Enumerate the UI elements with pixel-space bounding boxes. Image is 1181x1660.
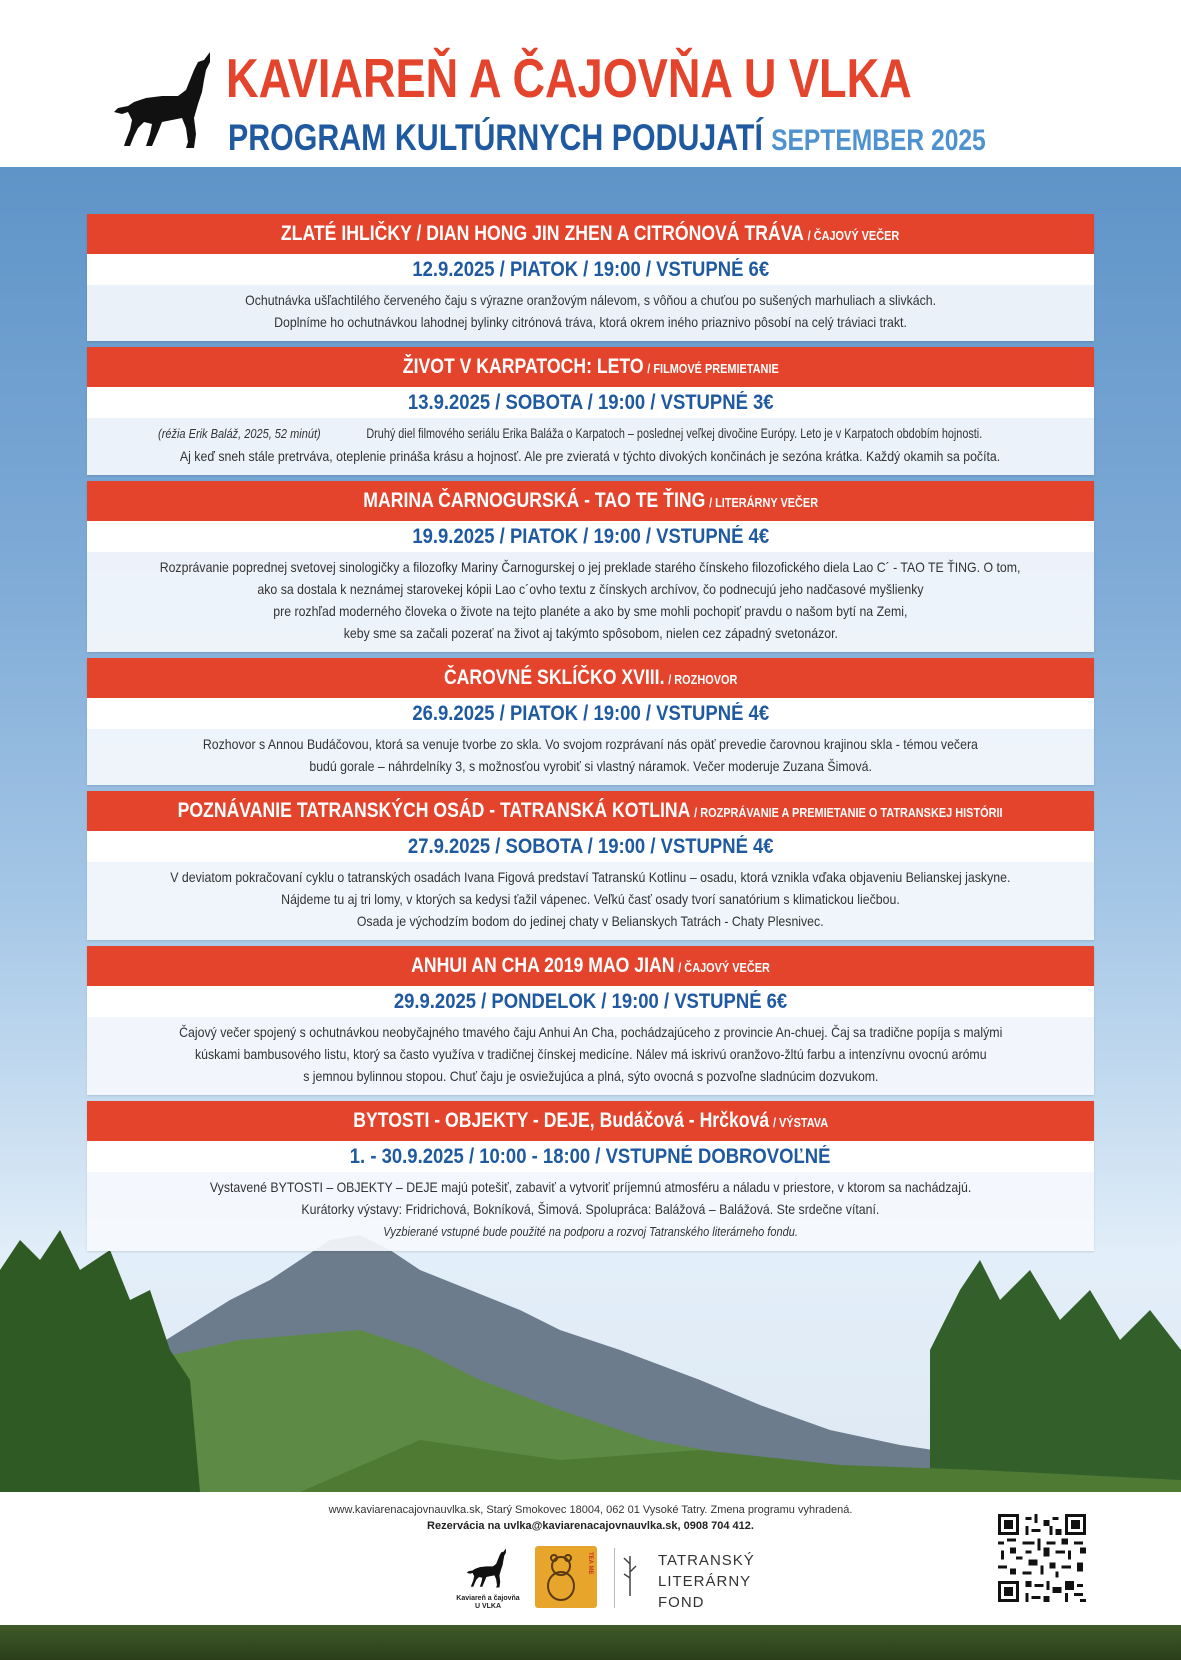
event-category: / ROZHOVOR [668, 672, 738, 687]
event-name: ČAROVNÉ SKLÍČKO XVIII. [443, 666, 665, 689]
event-card [87, 481, 1094, 652]
event-category: / FILMOVÉ PREMIETANIE [647, 361, 779, 376]
plant-icon [619, 1548, 641, 1598]
event-name: ZLATÉ IHLIČKY / DIAN HONG JIN ZHEN A CITRÓNOVÁ TRÁVA [281, 222, 805, 245]
subtitle-month: SEPTEMBER 2025 [771, 124, 986, 157]
howling-wolf-icon [112, 50, 220, 150]
description-line: V deviatom pokračovaní cyklu o tatranských osadách Ivana Figová predstaví Tatranskú Kotlinu – osadu, ktorá vznikla vďaka objaveniu Belianskej jaskyne. [170, 869, 1011, 885]
fund-name [658, 1550, 755, 1613]
event-name: MARINA ČARNOGURSKÁ - TAO TE ŤING [363, 489, 706, 512]
event-card [87, 1101, 1094, 1251]
footer-reservation: Rezervácia na uvlka@kaviarenacajovnauvlka.sk, 0908 704 412. [427, 1520, 754, 1532]
description-line: Osada je východzím bodom do jedinej chaty v Belianskych Tatrách - Chaty Plesnivec. [357, 913, 824, 929]
event-header [87, 658, 1094, 698]
event-card [87, 347, 1094, 475]
description-line: Ochutnávka ušľachtilého červeného čaju s výrazne oranžovým nálevom, s vôňou a chuťou po sušených marhuliach a slivkách. [245, 292, 936, 308]
event-header [87, 481, 1094, 521]
description-line: Rozprávanie poprednej svetovej sinologičky a filozofky Mariny Čarnogurskej o jej preklade starého čínskeho filozofického diela Lao C´ - TAO TE ŤING. O tom, [160, 559, 1021, 575]
wolf-logo-icon [466, 1546, 510, 1590]
event-date: 19.9.2025 / PIATOK / 19:00 / VSTUPNÉ 4€ [87, 521, 1094, 552]
event-category: / ROZPRÁVANIE A PREMIETANIE O TATRANSKEJ HISTÓRII [694, 805, 1003, 820]
fund-name-line: LITERÁRNY [658, 1573, 752, 1590]
event-category: / VÝSTAVA [772, 1115, 828, 1130]
qr-code[interactable] [998, 1514, 1086, 1602]
event-header [87, 1101, 1094, 1141]
film-credit: (réžia Erik Baláž, 2025, 52 minút) [157, 427, 321, 441]
event-name: ŽIVOT V KARPATOCH: LETO [402, 355, 644, 378]
event-header [87, 791, 1094, 831]
event-description [87, 862, 1094, 940]
fund-name-line: TATRANSKÝ [658, 1552, 755, 1569]
cafe-logo-caption-1: Kaviareň a čajovňa [456, 1595, 520, 1602]
tea-logo-text: TEA ME [587, 1552, 593, 1575]
event-description [87, 418, 1094, 475]
ground-strip [0, 1625, 1181, 1660]
event-date: 12.9.2025 / PIATOK / 19:00 / VSTUPNÉ 6€ [87, 254, 1094, 285]
event-note: Vyzbierané vstupné bude použité na podporu a rozvoj Tatranského literárneho fondu. [383, 1225, 798, 1239]
page-subtitle [228, 118, 986, 166]
mountain-landscape [0, 1230, 1181, 1492]
event-category: / ČAJOVÝ VEČER [808, 228, 900, 243]
description-line: kúskami bambusového listu, ktorý sa často využíva v tradičnej čínskej medicíne. Nálev má iskrivú oranžovo-žltú farbu a intenzívnu ovocnú arómu [194, 1046, 987, 1062]
event-description [87, 552, 1094, 652]
event-name: POZNÁVANIE TATRANSKÝCH OSÁD - TATRANSKÁ KOTLINA [177, 799, 691, 822]
event-date: 29.9.2025 / PONDELOK / 19:00 / VSTUPNÉ 6€ [87, 986, 1094, 1017]
description-line: ako sa dostala k neznámej starovekej kópii Lao c´ovho textu z čínskych archívov, čo podnecujú jeho nadčasové myšlienky [257, 581, 924, 597]
description-line: Doplníme ho ochutnávkou lahodnej bylinky citrónová tráva, ktorá okrem iného priaznivo pôsobí na celý tráviaci trakt. [274, 314, 907, 330]
footer-address: www.kaviarenacajovnauvlka.sk, Starý Smokovec 18004, 062 01 Vysoké Tatry. Zmena programu vyhradená. [328, 1504, 853, 1516]
event-name: BYTOSTI - OBJEKTY - DEJE, Budáčová - Hrčková [353, 1109, 769, 1132]
event-date: 27.9.2025 / SOBOTA / 19:00 / VSTUPNÉ 4€ [87, 831, 1094, 862]
event-card [87, 214, 1094, 341]
event-header [87, 347, 1094, 387]
description-line: Vystavené BYTOSTI – OBJEKTY – DEJE majú potešiť, zabaviť a vytvoriť príjemnú atmosféru a náladu v priestore, v ktorom sa nachádzajú. [209, 1179, 972, 1195]
description-line: pre rozhľad moderného človeka o živote na tejto planéte a ako by sme mohli pochopiť pravdu o našom bytí na Zemi, [273, 603, 908, 619]
event-category: / ČAJOVÝ VEČER [678, 960, 770, 975]
event-description [87, 729, 1094, 785]
event-description [87, 1172, 1094, 1251]
tea-logo [535, 1546, 597, 1608]
description-line: Nájdeme tu aj tri lomy, v ktorých sa kedysi ťažil vápenec. Veľkú časť osady tvorí sanatórium s klimatickou liečbou. [281, 891, 900, 907]
event-date: 13.9.2025 / SOBOTA / 19:00 / VSTUPNÉ 3€ [87, 387, 1094, 418]
description-line: Rozhovor s Annou Budáčovou, ktorá sa venuje tvorbe zo skla. Vo svojom rozprávaní nás opäť prevedie čarovnou krajinou skla - témou večera [202, 736, 979, 752]
bear-icon [541, 1552, 581, 1602]
event-card [87, 658, 1094, 785]
fund-name-line: FOND [658, 1594, 705, 1611]
event-date: 26.9.2025 / PIATOK / 19:00 / VSTUPNÉ 4€ [87, 698, 1094, 729]
page-title: KAVIAREŇ A ČAJOVŇA U VLKA [226, 47, 912, 109]
event-header [87, 214, 1094, 254]
event-description [87, 1017, 1094, 1095]
events-list [87, 214, 1094, 1257]
header [0, 0, 1181, 167]
fund-sign [614, 1548, 641, 1608]
description-line: keby sme sa začali pozerať na život aj takýmto spôsobom, nielen cez západný svetonázor. [343, 625, 838, 641]
description-line: Aj keď sneh stále pretrváva, oteplenie prináša krásu a hojnosť. Ale pre zvieratá v týchto divokých končinách je sezóna krátka. Každý okamih sa počíta. [180, 448, 1001, 464]
event-header [87, 946, 1094, 986]
event-date: 1. - 30.9.2025 / 10:00 - 18:00 / VSTUPNÉ DOBROVOĽNÉ [87, 1141, 1094, 1172]
description-line: budú gorale – náhrdelníky 3, s možnosťou vyrobiť si vlastný náramok. Večer moderuje Zuzana Šimová. [309, 758, 872, 774]
event-category: / LITERÁRNY VEČER [708, 495, 818, 510]
event-name: ANHUI AN CHA 2019 MAO JIAN [411, 954, 675, 977]
cafe-logo [455, 1546, 521, 1616]
event-card [87, 946, 1094, 1095]
event-card [87, 791, 1094, 940]
event-description [87, 285, 1094, 341]
footer [0, 1492, 1181, 1625]
description-line: Kurátorky výstavy: Fridrichová, Bokníková, Šimová. Spolupráca: Balážová – Balážová. Ste srdečne vítaní. [301, 1201, 880, 1217]
description-line: Čajový večer spojený s ochutnávkou neobyčajného tmavého čaju Anhui An Cha, pochádzajúceho z provincie An-chuej. Čaj sa tradične popíja s malými [178, 1024, 1003, 1040]
cafe-logo-caption-2: U VLKA [474, 1603, 502, 1610]
subtitle-main: PROGRAM KULTÚRNYCH PODUJATÍ [228, 117, 763, 158]
description-line: s jemnou bylinnou stopou. Chuť čaju je osviežujúca a plná, sýto ovocná s pozvoľne sladnúcim dozvukom. [302, 1068, 879, 1084]
description-line: Druhý diel filmového seriálu Erika Baláža o Karpatoch – poslednej veľkej divočine Európy. Leto je v Karpatoch obdobím hojnosti. [365, 425, 982, 441]
